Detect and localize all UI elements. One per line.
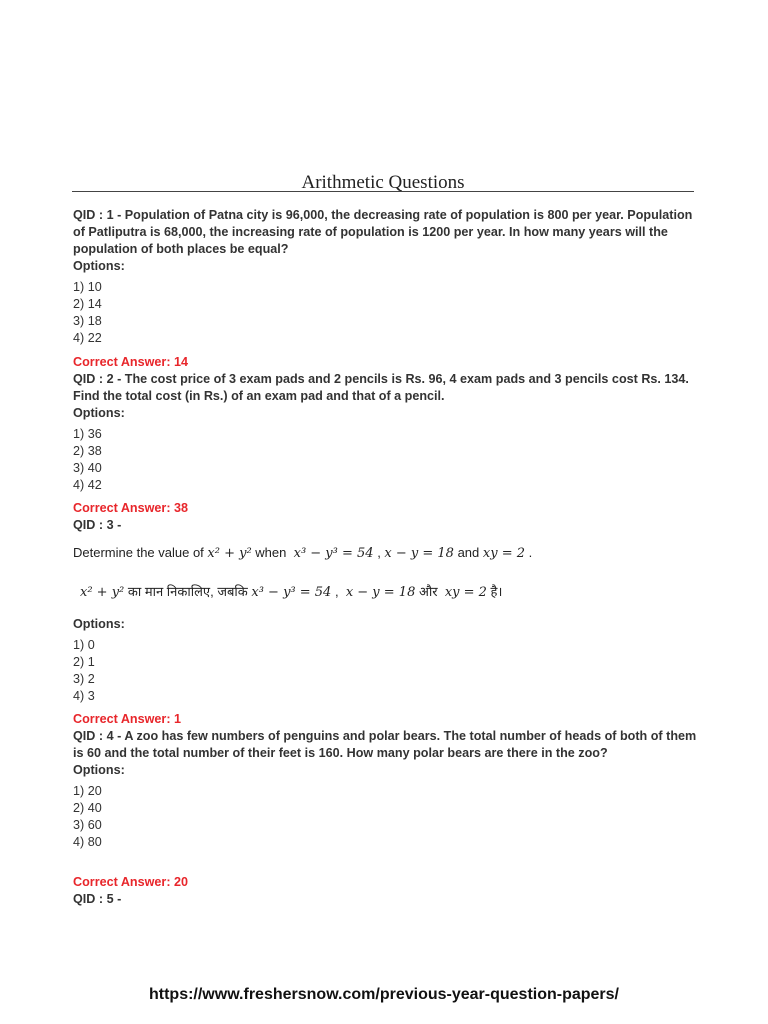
option-item: 2) 40 — [73, 801, 102, 815]
options-label: Options: — [73, 406, 125, 420]
qid-label: QID : 3 - — [73, 518, 122, 532]
option-item: 4) 22 — [73, 331, 102, 345]
math-expression: x³ − y³ = 54 — [293, 546, 374, 561]
correct-answer: Correct Answer: 14 — [73, 355, 189, 369]
image-text: , — [331, 584, 343, 599]
image-text: Determine the value of — [73, 545, 208, 560]
option-item: 2) 1 — [73, 655, 95, 669]
question-1 — [73, 207, 698, 347]
image-text: और — [415, 584, 442, 599]
option-item: 4) 42 — [73, 478, 102, 492]
question-image-hindi — [80, 582, 502, 600]
correct-answer: Correct Answer: 20 — [73, 875, 189, 889]
math-expression: x − y = 18 — [345, 585, 416, 600]
options-list — [73, 637, 698, 705]
image-text: है। — [486, 584, 503, 599]
question-text — [73, 891, 698, 908]
question-5 — [73, 891, 698, 908]
math-expression: x³ − y³ = 54 — [251, 585, 332, 600]
question-text — [73, 517, 698, 534]
title-underline — [72, 191, 694, 192]
options-list — [73, 783, 698, 851]
qid-label: QID : 5 - — [73, 892, 122, 906]
option-item: 4) 3 — [73, 689, 95, 703]
math-expression: xy = 2 — [482, 546, 525, 561]
question-body: The cost price of 3 exam pads and 2 pencils is Rs. 96, 4 exam pads and 3 pencils cost Rs. 134. Find the total cost (in Rs.) of an exam pad and that of a pencil. — [73, 372, 689, 403]
image-text: . — [525, 545, 533, 560]
options-list — [73, 426, 698, 494]
options-label: Options: — [73, 259, 125, 273]
option-item: 3) 2 — [73, 672, 95, 686]
option-item: 1) 20 — [73, 784, 102, 798]
option-item: 3) 60 — [73, 818, 102, 832]
math-expression: x² + y² — [207, 546, 252, 561]
options-label: Options: — [73, 617, 125, 631]
question-3-options — [73, 616, 698, 705]
question-text — [73, 728, 698, 762]
question-text — [73, 207, 698, 258]
question-image-english — [73, 545, 532, 561]
qid-label: QID : 2 - — [73, 372, 122, 386]
option-item: 1) 36 — [73, 427, 102, 441]
qid-label: QID : 4 - — [73, 729, 122, 743]
math-expression: x² + y² — [80, 585, 125, 600]
math-expression: x − y = 18 — [384, 546, 454, 561]
question-3 — [73, 517, 698, 534]
page-title: Arithmetic Questions — [301, 172, 465, 193]
qid-label: QID : 1 - — [73, 208, 122, 222]
option-item: 2) 38 — [73, 444, 102, 458]
question-4 — [73, 728, 698, 851]
option-item: 2) 14 — [73, 297, 102, 311]
image-text: and — [453, 545, 483, 560]
question-body: A zoo has few numbers of penguins and polar bears. The total number of heads of both of them is 60 and the total number of their feet is 160. How many polar bears are there in the zoo? — [73, 729, 697, 760]
option-item: 4) 80 — [73, 835, 102, 849]
option-item: 3) 40 — [73, 461, 102, 475]
options-list — [73, 279, 698, 347]
footer-link[interactable]: https://www.freshersnow.com/previous-year-question-papers/ — [148, 986, 619, 1003]
correct-answer: Correct Answer: 38 — [73, 501, 189, 515]
question-body: Population of Patna city is 96,000, the decreasing rate of population is 800 per year. Population of Patliputra is 68,000, the increasing rate of population is 1200 per year. In how many years will the population of both places be equal? — [73, 208, 693, 256]
question-2 — [73, 371, 698, 494]
correct-answer: Correct Answer: 1 — [73, 712, 182, 726]
image-text: का मान निकालिए, जबकि — [124, 584, 252, 599]
option-item: 1) 0 — [73, 638, 95, 652]
options-label: Options: — [73, 763, 125, 777]
image-text: , — [373, 545, 385, 560]
question-text — [73, 371, 698, 405]
image-text: when — [251, 545, 290, 560]
option-item: 3) 18 — [73, 314, 102, 328]
math-expression: xy = 2 — [444, 585, 487, 600]
option-item: 1) 10 — [73, 280, 102, 294]
